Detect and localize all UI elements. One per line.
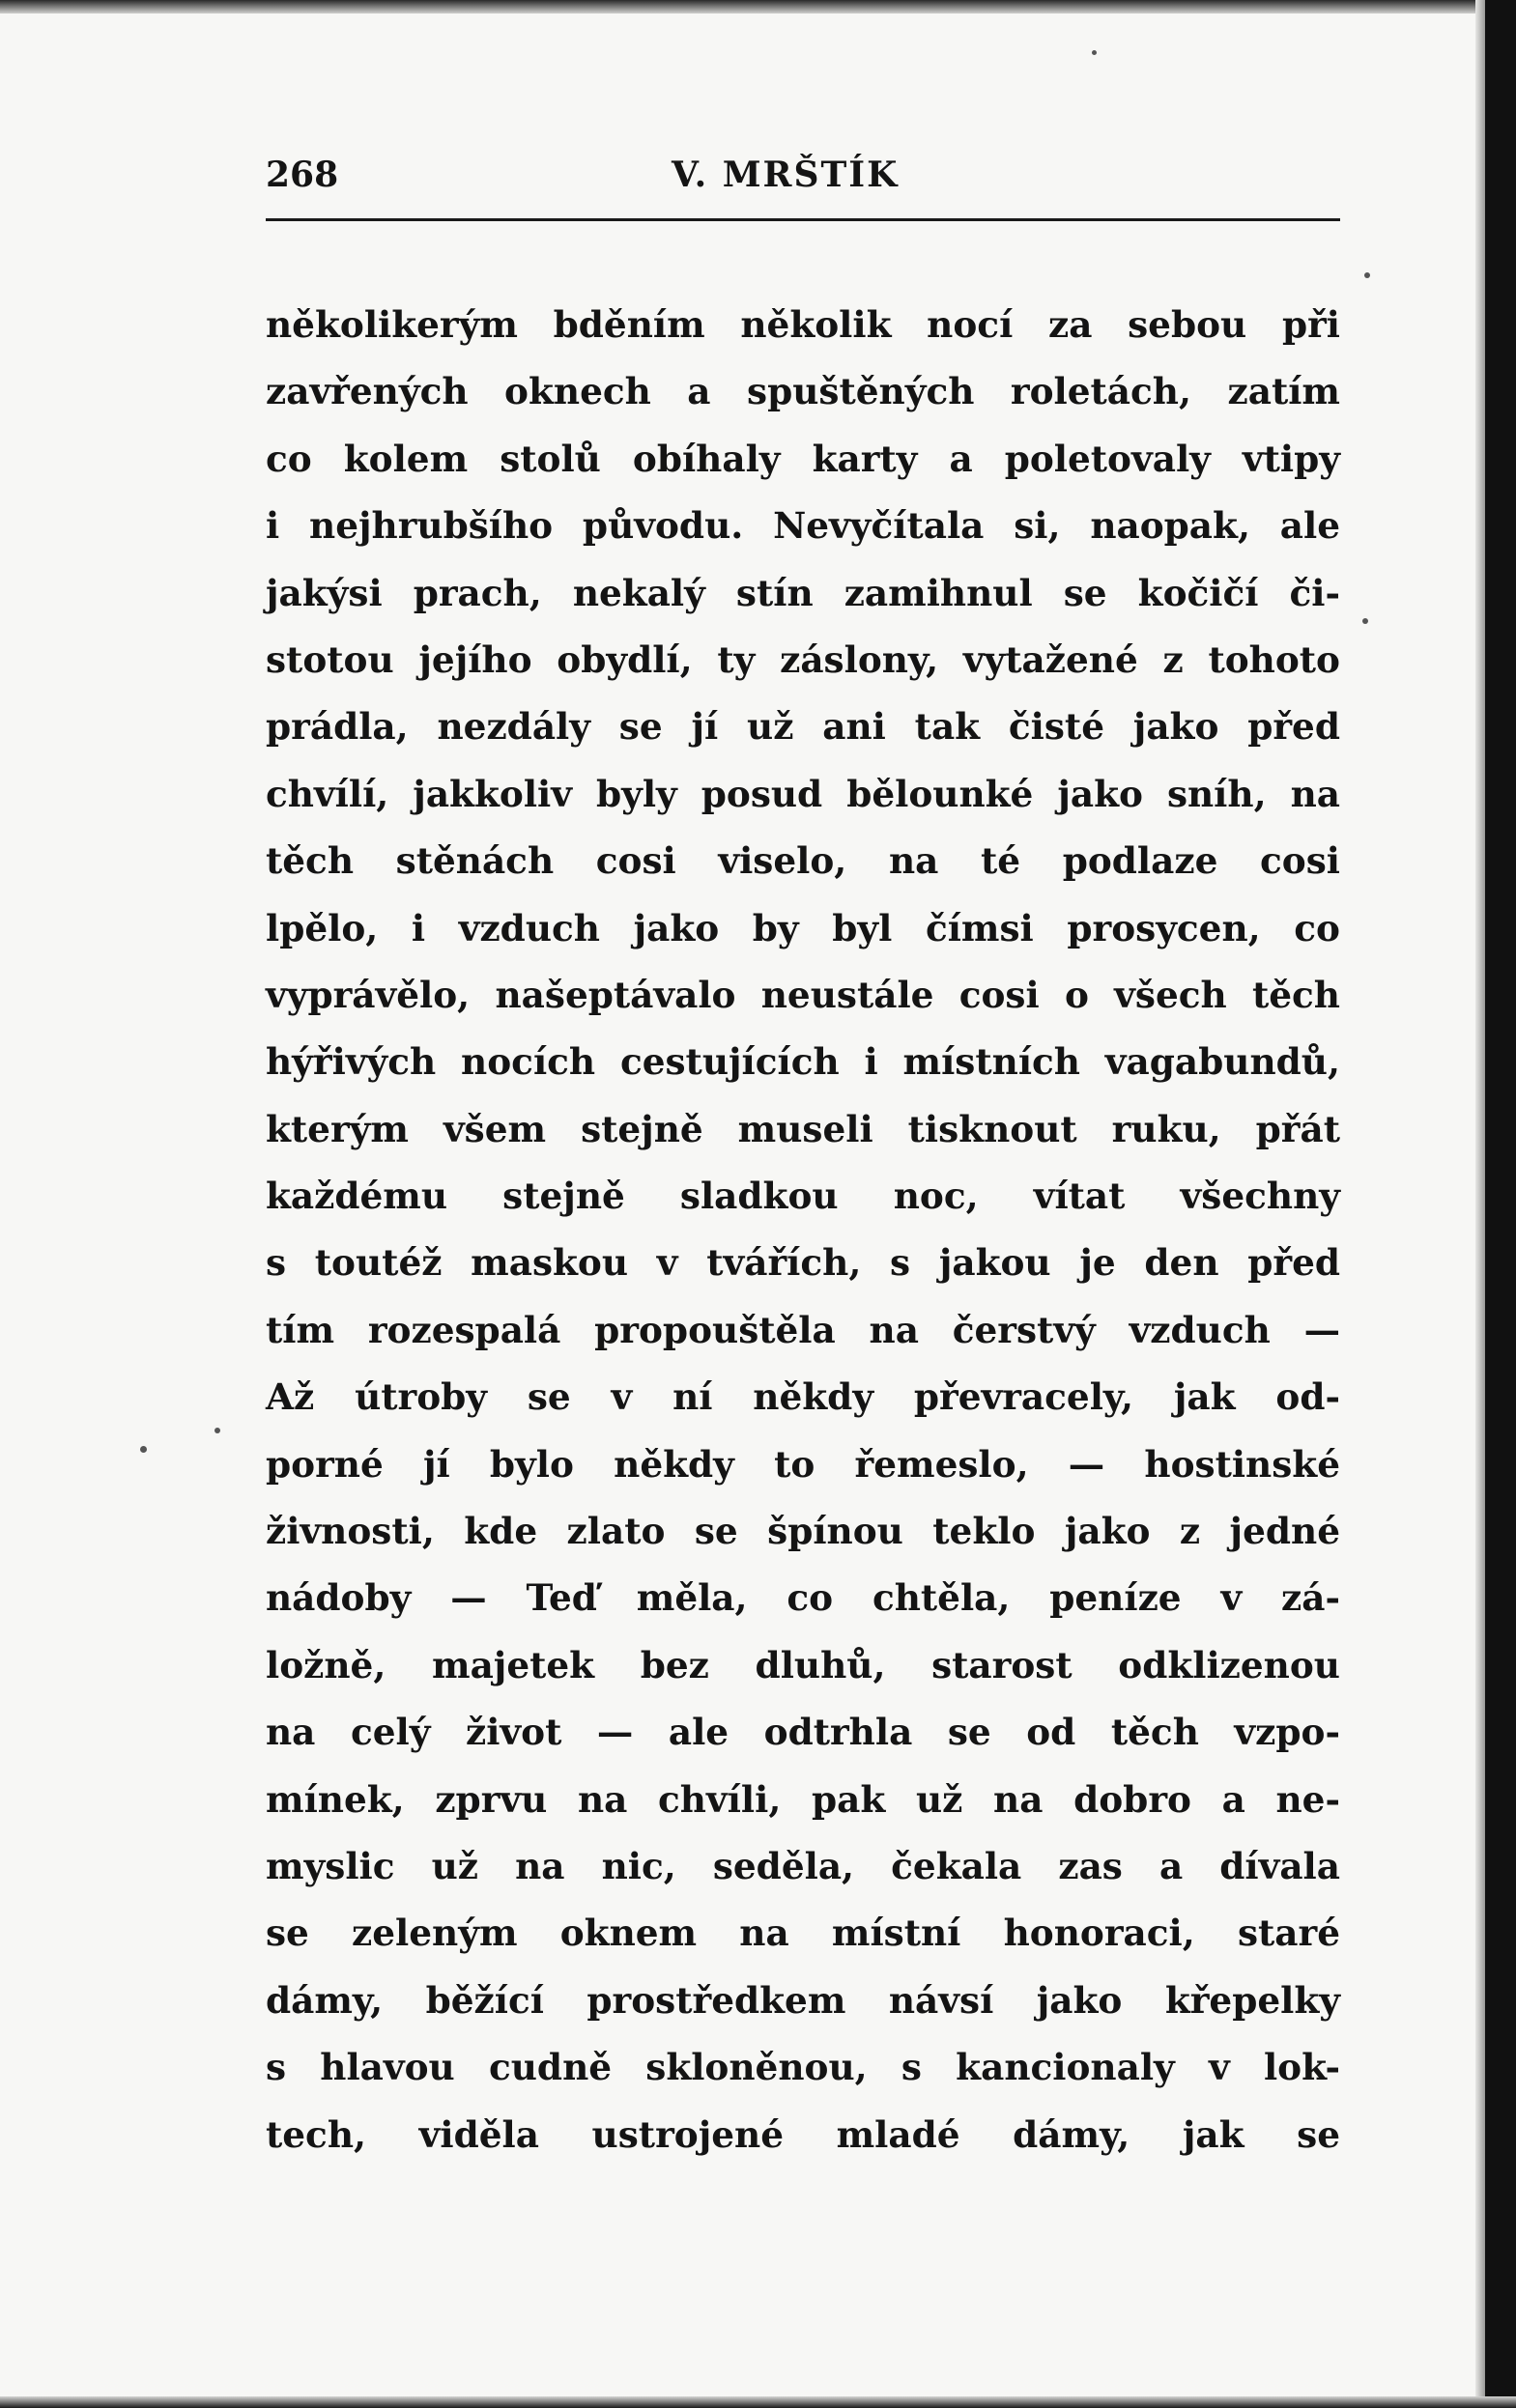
scan-bottom-edge <box>0 2396 1516 2408</box>
text-line: se zeleným oknem na místní honoraci, staré <box>266 1912 1340 1955</box>
text-line: i nejhrubšího původu. Nevyčítala si, naopak, ale <box>266 504 1340 548</box>
text-line: na celý život — ale odtrhla se od těch vzpo- <box>266 1711 1340 1754</box>
scan-speck <box>215 1428 220 1433</box>
text-line: myslic už na nic, seděla, čekala zas a dívala <box>266 1844 1340 1887</box>
text-line: tech, viděla ustrojené mladé dámy, jak se <box>266 2112 1340 2156</box>
page-header <box>266 155 1340 203</box>
page-number: 268 <box>266 155 339 195</box>
running-head: V. MRŠTÍK <box>672 155 900 195</box>
text-line: Až útroby se v ní někdy převracely, jak od- <box>266 1375 1340 1419</box>
text-line: dámy, běžící prostředkem návsí jako křepelky <box>266 1978 1340 2022</box>
scan-top-edge <box>0 0 1516 14</box>
text-line: těch stěnách cosi viselo, na té podlaze cosi <box>266 839 1340 883</box>
text-line: jakýsi prach, nekalý stín zamihnul se kočičí či- <box>266 571 1340 614</box>
text-line: tím rozespalá propouštěla na čerstvý vzduch — <box>266 1308 1340 1351</box>
text-line: kterým všem stejně museli tisknout ruku, přát <box>266 1107 1340 1150</box>
text-line: ložně, majetek bez dluhů, starost odklizenou <box>266 1643 1340 1686</box>
header-rule <box>266 218 1340 221</box>
text-line: lpělo, i vzduch jako by byl čímsi prosycen, co <box>266 906 1340 949</box>
text-line: co kolem stolů obíhaly karty a poletovaly vtipy <box>266 437 1340 480</box>
text-line: zavřených oknech a spuštěných roletách, zatím <box>266 370 1340 413</box>
scan-speck <box>140 1446 147 1453</box>
scan-speck <box>1364 272 1370 278</box>
text-line: porné jí bylo někdy to řemeslo, — hostinské <box>266 1442 1340 1486</box>
scan-speck <box>1092 50 1097 55</box>
text-line: každému stejně sladkou noc, vítat všechny <box>266 1175 1340 1218</box>
text-line: živnosti, kde zlato se špínou teklo jako z jedné <box>266 1510 1340 1553</box>
text-line: stotou jejího obydlí, ty záslony, vytažené z tohoto <box>266 637 1340 681</box>
text-line: mínek, zprvu na chvíli, pak už na dobro a ne- <box>266 1777 1340 1821</box>
text-line: s toutéž maskou v tvářích, s jakou je den před <box>266 1241 1340 1285</box>
text-line: prádla, nezdály se jí už ani tak čisté jako před <box>266 705 1340 749</box>
scan-speck <box>1362 618 1368 624</box>
text-line: několikerým bděním několik nocí za sebou při <box>266 303 1340 346</box>
body-text <box>266 292 1340 2168</box>
scan-right-shadow <box>1475 0 1485 2408</box>
scan-right-edge <box>1485 0 1516 2408</box>
text-line: s hlavou cudně skloněnou, s kancionaly v lok- <box>266 2046 1340 2089</box>
text-line: vyprávělo, našeptávalo neustále cosi o všech těch <box>266 973 1340 1016</box>
text-line: nádoby — Teď měla, co chtěla, peníze v zá- <box>266 1576 1340 1620</box>
text-line: hýřivých nocích cestujících i místních vagabundů, <box>266 1040 1340 1084</box>
text-line: chvílí, jakkoliv byly posud bělounké jako sníh, na <box>266 772 1340 815</box>
